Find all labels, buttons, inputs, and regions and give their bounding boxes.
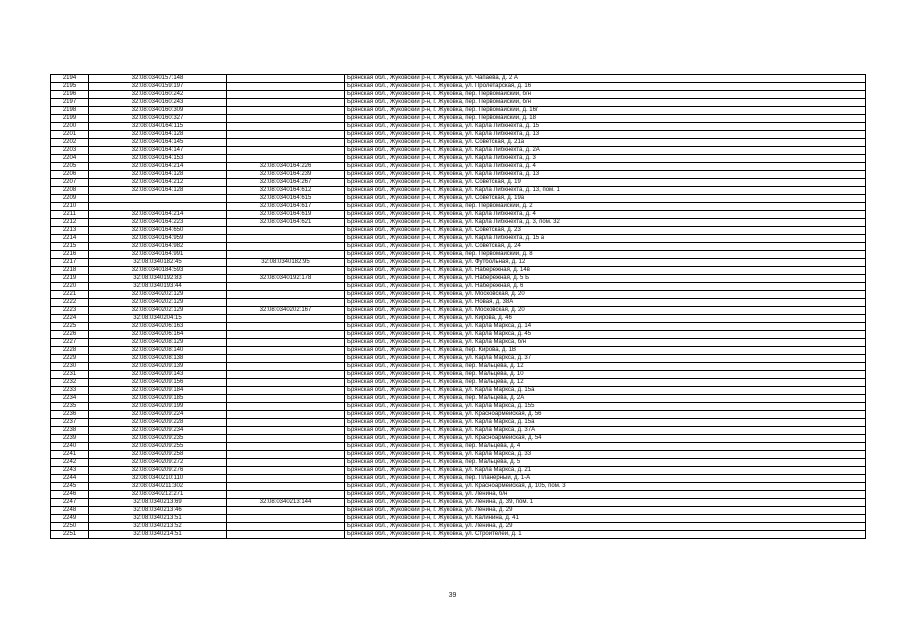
row-number-cell: 2208 [51, 187, 89, 195]
related-cadastral-number-cell [227, 379, 345, 387]
cadastral-number-cell: 32:08:0340160:327 [89, 115, 227, 123]
row-number-cell: 2209 [51, 195, 89, 203]
table-row [51, 235, 866, 243]
row-number-cell: 2228 [51, 347, 89, 355]
related-cadastral-number-cell [227, 243, 345, 251]
related-cadastral-number-cell [227, 403, 345, 411]
row-number-cell: 2220 [51, 283, 89, 291]
address-cell: Брянская обл., Жуковский р-н, г. Жуковка, ул. Карла Маркса, д. 14 [345, 323, 866, 331]
table-row [51, 299, 866, 307]
row-number-cell: 2204 [51, 155, 89, 163]
address-cell: Брянская обл., Жуковский р-н, г. Жуковка, ул. Советская, д. 19а [345, 195, 866, 203]
related-cadastral-number-cell: 32:08:0340164:617 [227, 203, 345, 211]
cadastral-number-cell: 32:08:0340192:83 [89, 275, 227, 283]
related-cadastral-number-cell: 32:08:0340164:239 [227, 171, 345, 179]
cadastral-number-cell: 32:08:0340209:255 [89, 443, 227, 451]
related-cadastral-number-cell: 32:08:0340182:95 [227, 259, 345, 267]
cadastral-number-cell: 32:08:0340164:212 [89, 179, 227, 187]
address-cell: Брянская обл., Жуковский р-н, г. Жуковка, пер. Мальцева, д. 10 [345, 371, 866, 379]
address-cell: Брянская обл., Жуковский р-н, г. Жуковка, пер. Первомайский, д. 2 [345, 203, 866, 211]
table-row [51, 291, 866, 299]
address-cell: Брянская обл., Жуковский р-н, г. Жуковка, ул. Московская, д. 20 [345, 307, 866, 315]
cadastral-number-cell: 32:08:0340164:153 [89, 155, 227, 163]
row-number-cell: 2251 [51, 531, 89, 539]
address-cell: Брянская обл., Жуковский р-н, г. Жуковка, ул. Советская, д. 24 [345, 243, 866, 251]
row-number-cell: 2194 [51, 75, 89, 83]
table-row [51, 203, 866, 211]
address-cell: Брянская обл., Жуковский р-н, г. Жуковка, ул. Карла Либкнехта, д. 3 [345, 155, 866, 163]
cadastral-number-cell: 32:08:0340164:982 [89, 243, 227, 251]
related-cadastral-number-cell [227, 251, 345, 259]
cadastral-number-cell: 32:08:0340202:129 [89, 299, 227, 307]
address-cell: Брянская обл., Жуковский р-н, г. Жуковка, пер. Мальцева, д. 5 [345, 459, 866, 467]
row-number-cell: 2231 [51, 371, 89, 379]
related-cadastral-number-cell [227, 435, 345, 443]
related-cadastral-number-cell: 32:08:0340164:615 [227, 195, 345, 203]
related-cadastral-number-cell [227, 467, 345, 475]
table-row [51, 347, 866, 355]
address-cell: Брянская обл., Жуковский р-н, г. Жуковка, пер. Мальцева, д. 12 [345, 379, 866, 387]
cadastral-number-cell: 32:08:0340184:593 [89, 267, 227, 275]
address-cell: Брянская обл., Жуковский р-н, г. Жуковка, ул. Советская, д. 19 [345, 179, 866, 187]
register-table-body [51, 75, 866, 539]
table-row [51, 499, 866, 507]
address-cell: Брянская обл., Жуковский р-н, г. Жуковка, пер. Мальцева, д. 12 [345, 363, 866, 371]
cadastral-number-cell: 32:08:0340210:110 [89, 475, 227, 483]
address-cell: Брянская обл., Жуковский р-н, г. Жуковка, ул. Карла Маркса, д. 45 [345, 331, 866, 339]
row-number-cell: 2230 [51, 363, 89, 371]
cadastral-number-cell: 32:08:0340209:139 [89, 363, 227, 371]
cadastral-number-cell: 32:08:0340164:650 [89, 227, 227, 235]
address-cell: Брянская обл., Жуковский р-н, г. Жуковка, ул. Карла Маркса, д. 15а [345, 387, 866, 395]
cadastral-number-cell: 32:08:0340159:197 [89, 83, 227, 91]
table-row [51, 427, 866, 435]
address-cell: Брянская обл., Жуковский р-н, г. Жуковка, ул. Набережная, д. 14в [345, 267, 866, 275]
table-row [51, 251, 866, 259]
table-row [51, 363, 866, 371]
cadastral-number-cell: 32:08:0340202:129 [89, 307, 227, 315]
row-number-cell: 2233 [51, 387, 89, 395]
related-cadastral-number-cell [227, 227, 345, 235]
table-row [51, 283, 866, 291]
related-cadastral-number-cell [227, 83, 345, 91]
related-cadastral-number-cell: 32:08:0340202:167 [227, 307, 345, 315]
table-row [51, 411, 866, 419]
row-number-cell: 2245 [51, 483, 89, 491]
row-number-cell: 2217 [51, 259, 89, 267]
address-cell: Брянская обл., Жуковский р-н, г. Жуковка, ул. Кирова, д. 46 [345, 315, 866, 323]
row-number-cell: 2247 [51, 499, 89, 507]
row-number-cell: 2219 [51, 275, 89, 283]
row-number-cell: 2206 [51, 171, 89, 179]
table-row [51, 139, 866, 147]
table-row [51, 243, 866, 251]
table-row [51, 219, 866, 227]
table-row [51, 179, 866, 187]
related-cadastral-number-cell: 32:08:0340164:621 [227, 219, 345, 227]
related-cadastral-number-cell: 32:08:0340164:267 [227, 179, 345, 187]
row-number-cell: 2214 [51, 235, 89, 243]
row-number-cell: 2216 [51, 251, 89, 259]
related-cadastral-number-cell [227, 107, 345, 115]
row-number-cell: 2203 [51, 147, 89, 155]
table-row [51, 443, 866, 451]
table-row [51, 83, 866, 91]
row-number-cell: 2225 [51, 323, 89, 331]
cadastral-number-cell: 32:08:0340213:69 [89, 499, 227, 507]
address-cell: Брянская обл., Жуковский р-н, г. Жуковка, ул. Ленина, д. 29 [345, 507, 866, 515]
row-number-cell: 2234 [51, 395, 89, 403]
row-number-cell: 2248 [51, 507, 89, 515]
table-row [51, 419, 866, 427]
address-cell: Брянская обл., Жуковский р-н, г. Жуковка, ул. Карла Либкнехта, д. 13, пом. 1 [345, 187, 866, 195]
cadastral-number-cell: 32:08:0340209:272 [89, 459, 227, 467]
table-row [51, 107, 866, 115]
address-cell: Брянская обл., Жуковский р-н, г. Жуковка, ул. Футбольная, д. 12 [345, 259, 866, 267]
related-cadastral-number-cell [227, 523, 345, 531]
cadastral-number-cell: 32:08:0340209:156 [89, 379, 227, 387]
address-cell: Брянская обл., Жуковский р-н, г. Жуковка, пер. Первомайский, б/н [345, 91, 866, 99]
table-row [51, 531, 866, 539]
cadastral-number-cell: 32:08:0340213:51 [89, 515, 227, 523]
related-cadastral-number-cell [227, 283, 345, 291]
related-cadastral-number-cell: 32:08:0340164:619 [227, 211, 345, 219]
address-cell: Брянская обл., Жуковский р-н, г. Жуковка, пер. Первомайский, д. 8 [345, 251, 866, 259]
related-cadastral-number-cell [227, 155, 345, 163]
cadastral-number-cell: 32:08:0340208:140 [89, 347, 227, 355]
cadastral-number-cell: 32:08:0340214:51 [89, 531, 227, 539]
row-number-cell: 2241 [51, 451, 89, 459]
address-cell: Брянская обл., Жуковский р-н, г. Жуковка, ул. Строителей, д. 1 [345, 531, 866, 539]
cadastral-number-cell: 32:08:0340213:46 [89, 507, 227, 515]
cadastral-number-cell: 32:08:0340204:15 [89, 315, 227, 323]
cadastral-number-cell: 32:08:0340211:302 [89, 483, 227, 491]
address-cell: Брянская обл., Жуковский р-н, г. Жуковка, пер. Первомайский, д. 16г [345, 107, 866, 115]
related-cadastral-number-cell [227, 323, 345, 331]
address-cell: Брянская обл., Жуковский р-н, г. Жуковка, ул. Ленина, д. 29 [345, 523, 866, 531]
address-cell: Брянская обл., Жуковский р-н, г. Жуковка, пер. Первомайский, б/н [345, 99, 866, 107]
row-number-cell: 2223 [51, 307, 89, 315]
table-row [51, 379, 866, 387]
table-row [51, 155, 866, 163]
related-cadastral-number-cell [227, 451, 345, 459]
related-cadastral-number-cell: 32:08:0340213:144 [227, 499, 345, 507]
table-row [51, 403, 866, 411]
row-number-cell: 2237 [51, 419, 89, 427]
related-cadastral-number-cell: 32:08:0340164:226 [227, 163, 345, 171]
address-cell: Брянская обл., Жуковский р-н, г. Жуковка, ул. Красноармейская, д. 56 [345, 411, 866, 419]
row-number-cell: 2226 [51, 331, 89, 339]
table-row [51, 99, 866, 107]
related-cadastral-number-cell [227, 139, 345, 147]
cadastral-number-cell: 32:08:0340164:959 [89, 235, 227, 243]
cadastral-number-cell: 32:08:0340160:243 [89, 99, 227, 107]
related-cadastral-number-cell [227, 131, 345, 139]
cadastral-number-cell [89, 195, 227, 203]
page-number: 39 [448, 592, 457, 599]
row-number-cell: 2200 [51, 123, 89, 131]
cadastral-number-cell: 32:08:0340209:258 [89, 451, 227, 459]
table-row [51, 523, 866, 531]
table-row [51, 275, 866, 283]
related-cadastral-number-cell [227, 339, 345, 347]
address-cell: Брянская обл., Жуковский р-н, г. Жуковка, ул. Карла Маркса, д. 21 [345, 467, 866, 475]
row-number-cell: 2205 [51, 163, 89, 171]
cadastral-number-cell: 32:08:0340182:45 [89, 259, 227, 267]
table-row [51, 507, 866, 515]
cadastral-number-cell: 32:08:0340206:164 [89, 331, 227, 339]
table-row [51, 91, 866, 99]
table-row [51, 435, 866, 443]
address-cell: Брянская обл., Жуковский р-н, г. Жуковка, пер. Кирова, д. 1В [345, 347, 866, 355]
register-sheet [50, 74, 865, 539]
cadastral-number-cell: 32:08:0340209:185 [89, 395, 227, 403]
cadastral-number-cell: 32:08:0340157:148 [89, 75, 227, 83]
table-row [51, 211, 866, 219]
related-cadastral-number-cell [227, 115, 345, 123]
register-table [50, 74, 866, 539]
table-row [51, 459, 866, 467]
row-number-cell: 2243 [51, 467, 89, 475]
table-row [51, 195, 866, 203]
table-row [51, 171, 866, 179]
cadastral-number-cell: 32:08:0340164:147 [89, 147, 227, 155]
row-number-cell: 2249 [51, 515, 89, 523]
address-cell: Брянская обл., Жуковский р-н, г. Жуковка, ул. Карла Либкнехта, д. 13 [345, 131, 866, 139]
row-number-cell: 2239 [51, 435, 89, 443]
related-cadastral-number-cell [227, 475, 345, 483]
address-cell: Брянская обл., Жуковский р-н, г. Жуковка, ул. Красноармейская, д. 54 [345, 435, 866, 443]
address-cell: Брянская обл., Жуковский р-н, г. Жуковка, ул. Московская, д. 20 [345, 291, 866, 299]
related-cadastral-number-cell: 32:08:0340192:178 [227, 275, 345, 283]
table-row [51, 387, 866, 395]
related-cadastral-number-cell [227, 123, 345, 131]
address-cell: Брянская обл., Жуковский р-н, г. Жуковка, пер. Мальцева, д. 4 [345, 443, 866, 451]
cadastral-number-cell: 32:08:0340164:145 [89, 139, 227, 147]
row-number-cell: 2212 [51, 219, 89, 227]
address-cell: Брянская обл., Жуковский р-н, г. Жуковка, ул. Карла Маркса, д. 33 [345, 451, 866, 459]
cadastral-number-cell: 32:08:0340164:128 [89, 187, 227, 195]
row-number-cell: 2215 [51, 243, 89, 251]
table-row [51, 395, 866, 403]
related-cadastral-number-cell [227, 483, 345, 491]
related-cadastral-number-cell [227, 99, 345, 107]
address-cell: Брянская обл., Жуковский р-н, г. Жуковка, ул. Карла Либкнехта, д. 2А [345, 147, 866, 155]
related-cadastral-number-cell [227, 347, 345, 355]
row-number-cell: 2198 [51, 107, 89, 115]
table-row [51, 115, 866, 123]
related-cadastral-number-cell [227, 267, 345, 275]
table-row [51, 483, 866, 491]
cadastral-number-cell [89, 203, 227, 211]
row-number-cell: 2238 [51, 427, 89, 435]
table-row [51, 315, 866, 323]
table-row [51, 339, 866, 347]
table-row [51, 331, 866, 339]
row-number-cell: 2207 [51, 179, 89, 187]
cadastral-number-cell: 32:08:0340160:309 [89, 107, 227, 115]
table-row [51, 355, 866, 363]
row-number-cell: 2250 [51, 523, 89, 531]
address-cell: Брянская обл., Жуковский р-н, г. Жуковка, ул. Карла Либкнехта, д. 3, пом. 32 [345, 219, 866, 227]
address-cell: Брянская обл., Жуковский р-н, г. Жуковка, ул. Ленина, д. 39, пом. 1 [345, 499, 866, 507]
table-row [51, 491, 866, 499]
address-cell: Брянская обл., Жуковский р-н, г. Жуковка, пер. Планерный, д. 1-А [345, 475, 866, 483]
address-cell: Брянская обл., Жуковский р-н, г. Жуковка, ул. Красноармейская, д. 105, пом. 3 [345, 483, 866, 491]
cadastral-number-cell: 32:08:0340209:235 [89, 435, 227, 443]
row-number-cell: 2229 [51, 355, 89, 363]
cadastral-number-cell: 32:08:0340164:128 [89, 131, 227, 139]
cadastral-number-cell: 32:08:0340209:143 [89, 371, 227, 379]
table-row [51, 227, 866, 235]
address-cell: Брянская обл., Жуковский р-н, г. Жуковка, ул. Ленина, б/н [345, 491, 866, 499]
address-cell: Брянская обл., Жуковский р-н, г. Жуковка, ул. Набережная, д. 5 Б [345, 275, 866, 283]
cadastral-number-cell: 32:08:0340164:223 [89, 219, 227, 227]
address-cell: Брянская обл., Жуковский р-н, г. Жуковка, ул. Карла Либкнехта, д. 4 [345, 211, 866, 219]
cadastral-number-cell: 32:08:0340209:184 [89, 387, 227, 395]
row-number-cell: 2218 [51, 267, 89, 275]
row-number-cell: 2227 [51, 339, 89, 347]
row-number-cell: 2199 [51, 115, 89, 123]
cadastral-number-cell: 32:08:0340209:199 [89, 403, 227, 411]
table-row [51, 307, 866, 315]
cadastral-number-cell: 32:08:0340209:228 [89, 419, 227, 427]
address-cell: Брянская обл., Жуковский р-н, г. Жуковка, ул. Карла Маркса, д. 155 [345, 403, 866, 411]
table-row [51, 123, 866, 131]
row-number-cell: 2213 [51, 227, 89, 235]
row-number-cell: 2244 [51, 475, 89, 483]
related-cadastral-number-cell [227, 387, 345, 395]
related-cadastral-number-cell [227, 507, 345, 515]
table-row [51, 131, 866, 139]
cadastral-number-cell: 32:08:0340193:44 [89, 283, 227, 291]
related-cadastral-number-cell [227, 331, 345, 339]
table-row [51, 467, 866, 475]
cadastral-number-cell: 32:08:0340209:224 [89, 411, 227, 419]
related-cadastral-number-cell [227, 443, 345, 451]
related-cadastral-number-cell [227, 291, 345, 299]
cadastral-number-cell: 32:08:0340164:991 [89, 251, 227, 259]
address-cell: Брянская обл., Жуковский р-н, г. Жуковка, ул. Калинина, д. 41 [345, 515, 866, 523]
related-cadastral-number-cell [227, 315, 345, 323]
table-row [51, 259, 866, 267]
related-cadastral-number-cell [227, 491, 345, 499]
address-cell: Брянская обл., Жуковский р-н, г. Жуковка, ул. Набережная, д. 6 [345, 283, 866, 291]
related-cadastral-number-cell [227, 515, 345, 523]
row-number-cell: 2210 [51, 203, 89, 211]
related-cadastral-number-cell [227, 299, 345, 307]
address-cell: Брянская обл., Жуковский р-н, г. Жуковка, ул. Карла Либкнехта, д. 4 [345, 163, 866, 171]
cadastral-number-cell: 32:08:0340202:129 [89, 291, 227, 299]
table-row [51, 451, 866, 459]
table-row [51, 147, 866, 155]
related-cadastral-number-cell [227, 355, 345, 363]
address-cell: Брянская обл., Жуковский р-н, г. Жуковка, ул. Новая, д. 38А [345, 299, 866, 307]
table-row [51, 75, 866, 83]
row-number-cell: 2201 [51, 131, 89, 139]
table-row [51, 187, 866, 195]
address-cell: Брянская обл., Жуковский р-н, г. Жуковка, ул. Карла Маркса, д. 15а [345, 419, 866, 427]
row-number-cell: 2242 [51, 459, 89, 467]
row-number-cell: 2246 [51, 491, 89, 499]
related-cadastral-number-cell [227, 427, 345, 435]
row-number-cell: 2197 [51, 99, 89, 107]
row-number-cell: 2196 [51, 91, 89, 99]
table-row [51, 515, 866, 523]
address-cell: Брянская обл., Жуковский р-н, г. Жуковка, ул. Карла Маркса, д. 37 [345, 355, 866, 363]
row-number-cell: 2235 [51, 403, 89, 411]
row-number-cell: 2222 [51, 299, 89, 307]
related-cadastral-number-cell [227, 411, 345, 419]
address-cell: Брянская обл., Жуковский р-н, г. Жуковка, ул. Карла Либкнехта, д. 13 [345, 171, 866, 179]
address-cell: Брянская обл., Жуковский р-н, г. Жуковка, пер. Мальцева, д. 2А [345, 395, 866, 403]
related-cadastral-number-cell [227, 363, 345, 371]
address-cell: Брянская обл., Жуковский р-н, г. Жуковка, ул. Карла Либкнехта, д. 15 [345, 123, 866, 131]
cadastral-number-cell: 32:08:0340212:271 [89, 491, 227, 499]
related-cadastral-number-cell [227, 419, 345, 427]
related-cadastral-number-cell: 32:08:0340164:612 [227, 187, 345, 195]
related-cadastral-number-cell [227, 75, 345, 83]
address-cell: Брянская обл., Жуковский р-н, г. Жуковка, пер. Первомайский, д. 18 [345, 115, 866, 123]
address-cell: Брянская обл., Жуковский р-н, г. Жуковка, ул. Карла Маркса, б/н [345, 339, 866, 347]
address-cell: Брянская обл., Жуковский р-н, г. Жуковка, ул. Карла Маркса, д. 37А [345, 427, 866, 435]
cadastral-number-cell: 32:08:0340209:234 [89, 427, 227, 435]
row-number-cell: 2240 [51, 443, 89, 451]
cadastral-number-cell: 32:08:0340164:128 [89, 171, 227, 179]
related-cadastral-number-cell [227, 235, 345, 243]
row-number-cell: 2221 [51, 291, 89, 299]
related-cadastral-number-cell [227, 91, 345, 99]
cadastral-number-cell: 32:08:0340206:163 [89, 323, 227, 331]
related-cadastral-number-cell [227, 531, 345, 539]
related-cadastral-number-cell [227, 459, 345, 467]
cadastral-number-cell: 32:08:0340209:276 [89, 467, 227, 475]
table-row [51, 371, 866, 379]
table-row [51, 323, 866, 331]
cadastral-number-cell: 32:08:0340160:242 [89, 91, 227, 99]
address-cell: Брянская обл., Жуковский р-н, г. Жуковка, ул. Пролетарская, д. 16 [345, 83, 866, 91]
cadastral-number-cell: 32:08:0340213:52 [89, 523, 227, 531]
related-cadastral-number-cell [227, 147, 345, 155]
row-number-cell: 2224 [51, 315, 89, 323]
address-cell: Брянская обл., Жуковский р-н, г. Жуковка, ул. Советская, д. 23 [345, 227, 866, 235]
cadastral-number-cell: 32:08:0340164:115 [89, 123, 227, 131]
address-cell: Брянская обл., Жуковский р-н, г. Жуковка, ул. Карла Либкнехта, д. 15 а [345, 235, 866, 243]
cadastral-number-cell: 32:08:0340208:138 [89, 355, 227, 363]
row-number-cell: 2202 [51, 139, 89, 147]
cadastral-number-cell: 32:08:0340208:129 [89, 339, 227, 347]
related-cadastral-number-cell [227, 395, 345, 403]
related-cadastral-number-cell [227, 371, 345, 379]
address-cell: Брянская обл., Жуковский р-н, г. Жуковка, ул. Чапаева, д. 2 А [345, 75, 866, 83]
address-cell: Брянская обл., Жуковский р-н, г. Жуковка, ул. Советская, д. 21а [345, 139, 866, 147]
table-row [51, 267, 866, 275]
cadastral-number-cell: 32:08:0340164:214 [89, 163, 227, 171]
cadastral-number-cell: 32:08:0340164:214 [89, 211, 227, 219]
table-row [51, 475, 866, 483]
row-number-cell: 2236 [51, 411, 89, 419]
row-number-cell: 2232 [51, 379, 89, 387]
table-row [51, 163, 866, 171]
row-number-cell: 2195 [51, 83, 89, 91]
row-number-cell: 2211 [51, 211, 89, 219]
